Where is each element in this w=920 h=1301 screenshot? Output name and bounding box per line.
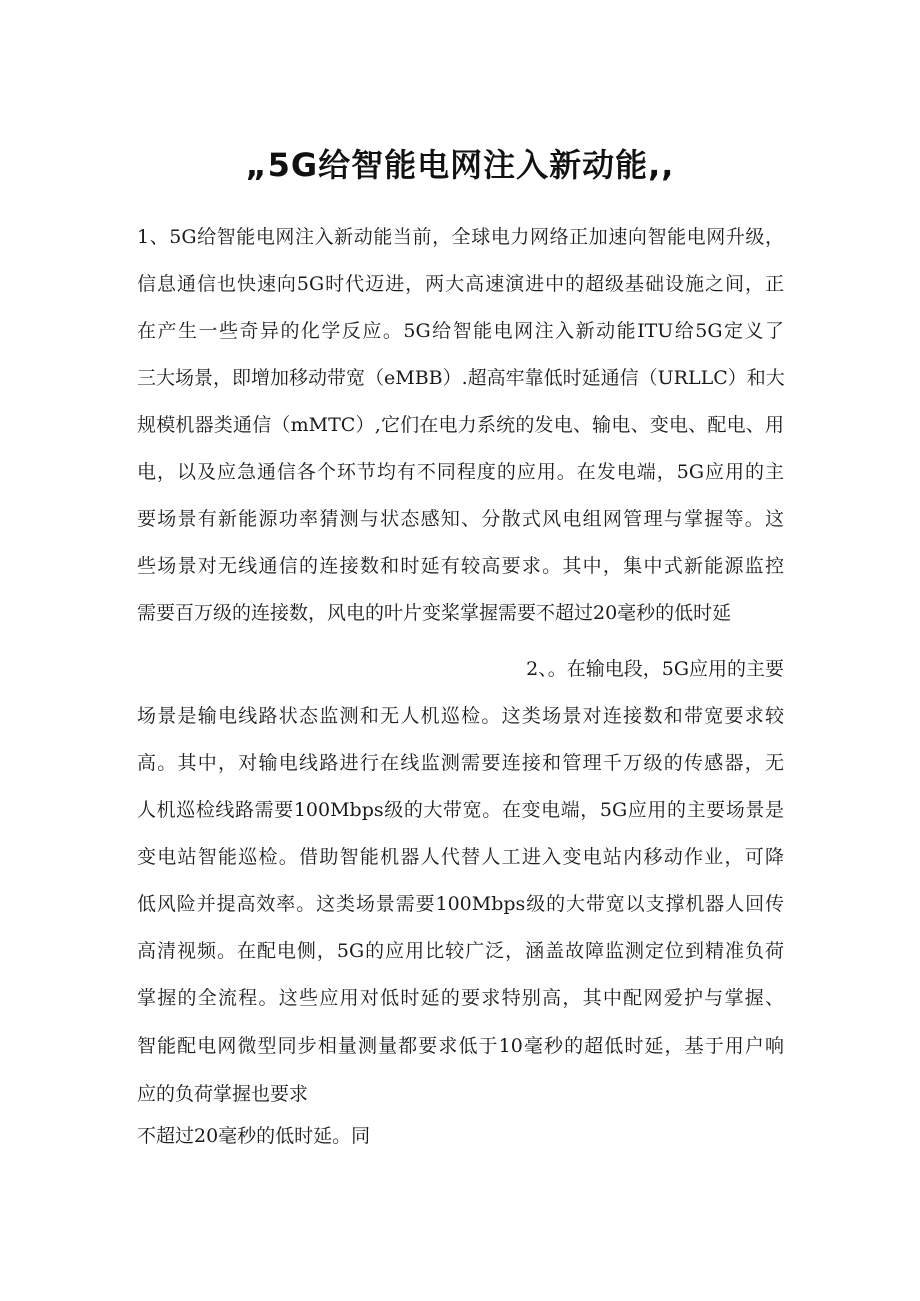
text-line: 应的负荷掌握也要求 bbox=[137, 1083, 309, 1105]
text-line: 规模机器类通信（mMTC）,它们在电力系统的发电、输电、变电、配电、用 bbox=[137, 414, 784, 436]
text-line: 1、5G给智能电网注入新动能当前，全球电力网络正加速向智能电网升级， bbox=[137, 226, 784, 248]
text-line: 变电站智能巡检。借助智能机器人代替人工进入变电站内移动作业，可降 bbox=[137, 846, 784, 868]
text-line: 智能配电网微型同步相量测量都要求低于10毫秒的超低时延，基于用户响 bbox=[137, 1035, 784, 1057]
document-title: „5G给智能电网注入新动能,, bbox=[245, 146, 675, 184]
text-line: 信息通信也快速向5G时代迈进，两大高速演进中的超级基础设施之间，正 bbox=[137, 273, 784, 295]
text-line: 场景是输电线路状态监测和无人机巡检。这类场景对连接数和带宽要求较 bbox=[137, 705, 784, 727]
text-line: 不超过20毫秒的低时延。同 bbox=[137, 1125, 371, 1147]
text-line: 人机巡检线路需要100Mbps级的大带宽。在变电端，5G应用的主要场景是 bbox=[137, 799, 784, 821]
section-2-lead: 2、。在输电段，5G应用的主要 bbox=[526, 658, 784, 680]
text-line: 电，以及应急通信各个环节均有不同程度的应用。在发电端，5G应用的主 bbox=[137, 461, 784, 483]
text-line: 在产生一些奇异的化学反应。5G给智能电网注入新动能ITU给5G定义了 bbox=[137, 320, 784, 342]
text-line: 低风险并提高效率。这类场景需要100Mbps级的大带宽以支撑机器人回传 bbox=[137, 893, 784, 915]
text-line: 高清视频。在配电侧，5G的应用比较广泛，涵盖故障监测定位到精准负荷 bbox=[137, 940, 784, 962]
text-line: 些场景对无线通信的连接数和时延有较高要求。其中，集中式新能源监控 bbox=[137, 555, 784, 577]
text-line: 需要百万级的连接数，风电的叶片变桨掌握需要不超过20毫秒的低时延 bbox=[137, 602, 732, 624]
text-line: 要场景有新能源功率猜测与状态感知、分散式风电组网管理与掌握等。这 bbox=[137, 508, 784, 530]
text-line: 三大场景，即增加移动带宽（eMBB）.超高牢靠低时延通信（URLLC）和大 bbox=[137, 367, 785, 389]
text-line: 高。其中，对输电线路进行在线监测需要连接和管理千万级的传感器，无 bbox=[137, 752, 784, 774]
text-line: 掌握的全流程。这些应用对低时延的要求特别高，其中配网爱护与掌握、 bbox=[137, 987, 784, 1009]
